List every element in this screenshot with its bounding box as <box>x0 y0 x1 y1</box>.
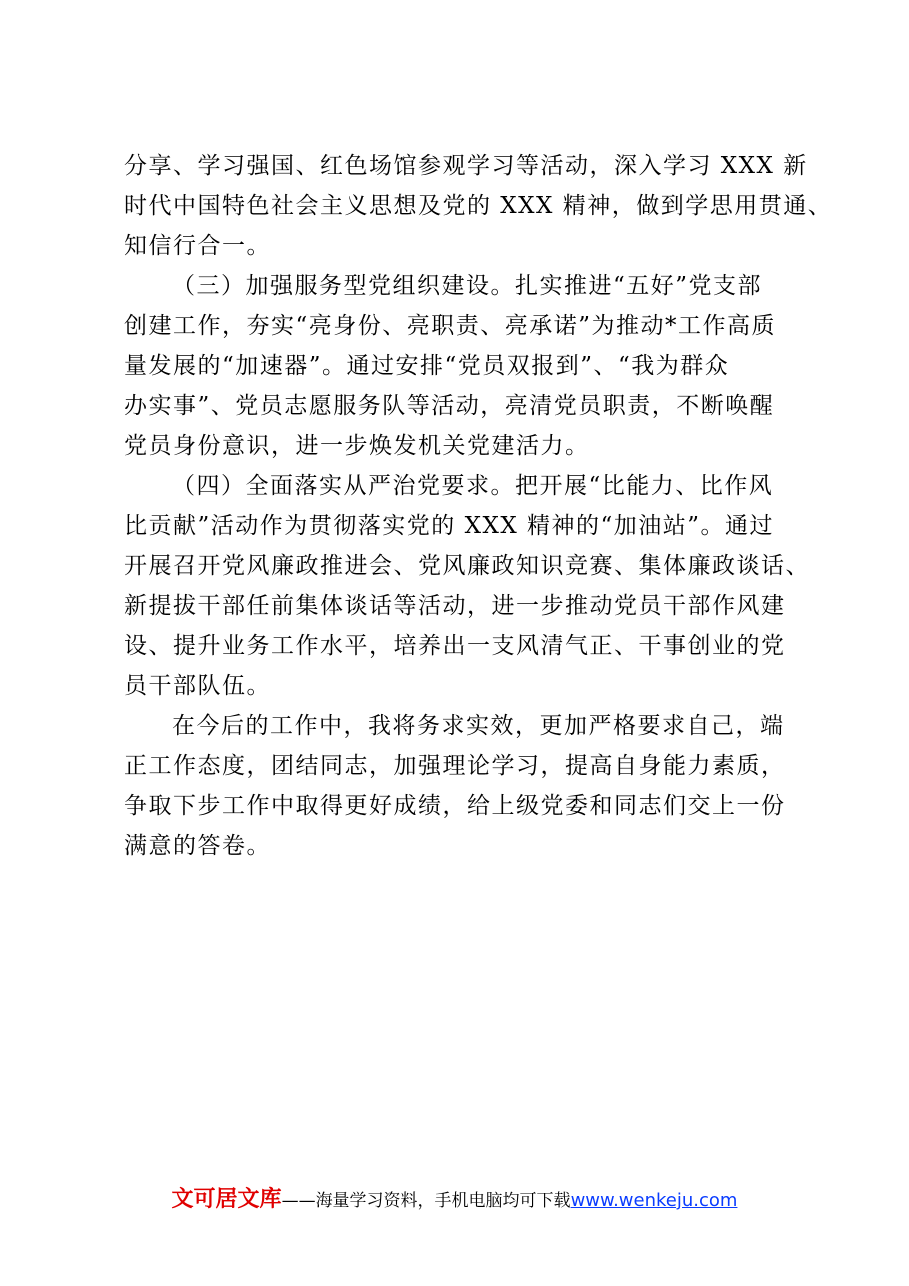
text-line: 设、提升业务工作水平，培养出一支风清气正、干事创业的党 <box>124 633 786 659</box>
document-body <box>124 146 833 866</box>
text-line: 新提拔干部任前集体谈话等活动，进一步推动党员干部作风建 <box>124 593 786 619</box>
footer-slogan: ——海量学习资料，手机电脑均可下载 <box>281 1191 571 1211</box>
section-three-heading-line: （三）加强服务型党组织建设。扎实推进“五好”党支部 <box>172 273 763 299</box>
text-line: 开展召开党风廉政推进会、党风廉政知识竞赛、集体廉政谈话、 <box>124 553 810 579</box>
text-line: 时代中国特色社会主义思想及党的 XXX 精神，做到学思用贯通、 <box>124 193 833 219</box>
text-line: 争取下步工作中取得更好成绩，给上级党委和同志们交上一份 <box>124 793 786 819</box>
closing-paragraph-line: 在今后的工作中，我将务求实效，更加严格要求自己，端 <box>172 713 785 739</box>
text-line: 创建工作，夯实“亮身份、亮职责、亮承诺”为推动*工作高质 <box>124 313 777 339</box>
section-four-heading-line: （四）全面落实从严治党要求。把开展“比能力、比作风 <box>172 473 774 499</box>
text-line: 量发展的“加速器”。通过安排“党员双报到”、“我为群众 <box>124 353 730 379</box>
text-line: 比贡献”活动作为贯彻落实党的 XXX 精神的“加油站”。通过 <box>124 513 775 539</box>
footer-banner <box>0 1182 909 1213</box>
text-line: 满意的答卷。 <box>124 833 271 859</box>
text-line: 分享、学习强国、红色场馆参观学习等活动，深入学习 XXX 新 <box>124 153 808 179</box>
text-line: 知信行合一。 <box>124 233 271 259</box>
text-line: 正工作态度，团结同志，加强理论学习，提高自身能力素质， <box>124 753 786 779</box>
text-line: 办实事”、党员志愿服务队等活动，亮清党员职责，不断唤醒 <box>124 393 775 419</box>
footer-website-link[interactable]: www.wenkeju.com <box>570 1190 738 1211</box>
footer-brand: 文可居文库 <box>171 1187 282 1212</box>
text-line: 员干部队伍。 <box>124 673 271 699</box>
text-line: 党员身份意识，进一步焕发机关党建活力。 <box>124 433 590 459</box>
